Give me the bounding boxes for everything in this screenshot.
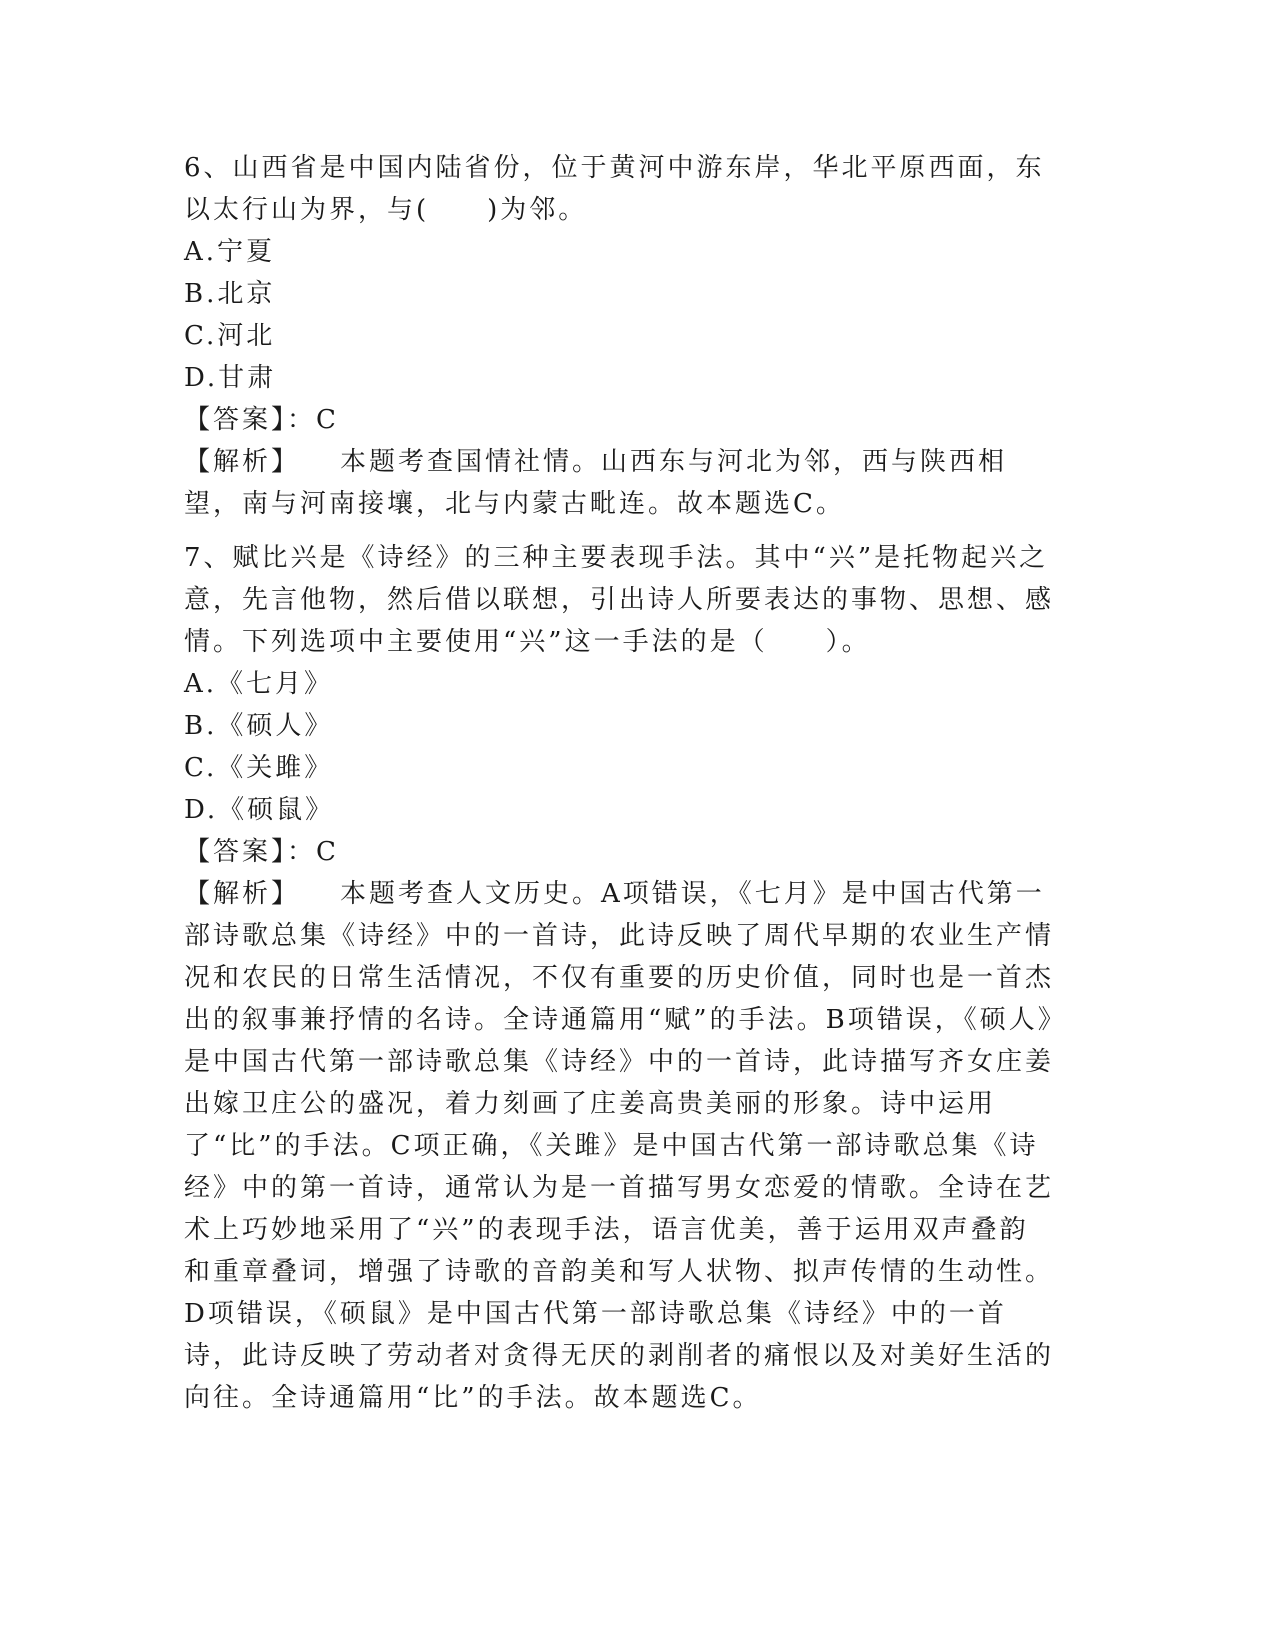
option-c: C.河北: [184, 321, 276, 351]
question-7: [184, 537, 1084, 1419]
analysis-text: 本题考查国情社情。山西东与河北为邻，西与陕西相望，南与河南接壤，北与内蒙古毗连。故本题选C。: [184, 447, 1008, 519]
option-d: D.甘肃: [184, 363, 277, 393]
analysis-line: [184, 873, 1054, 1419]
answer-label: 【答案】: [184, 405, 288, 435]
analysis-label: 【解析】: [184, 879, 301, 909]
option-b: B.《硕人》: [184, 711, 334, 741]
answer-value: ：C: [287, 405, 339, 435]
analysis-text: 本题考查人文历史。A项错误，《七月》是中国古代第一部诗歌总集《诗经》中的一首诗，此诗反映了周代早期的农业生产情况和农民的日常生活情况，不仅有重要的历史价值，同时也是一首杰出的叙事兼抒情的名诗。全诗通篇用“赋”的手法。B项错误，《硕人》是中国古代第一部诗歌总集《诗经》中的一首诗，此诗描写齐女庄姜出嫁卫庄公的盛况，着力刻画了庄姜高贵美丽的形象。诗中运用了“比”的手法。C项正确，《关雎》是中国古代第一部诗歌总集《诗经》中的第一首诗，通常认为是一首描写男女恋爱的情歌。全诗在艺术上巧妙地采用了“兴”的表现手法，语言优美，善于运用双声叠韵和重章叠词，增强了诗歌的音韵美和写人状物、拟声传情的生动性。D项错误，《硕鼠》是中国古代第一部诗歌总集《诗经》中的一首诗，此诗反映了劳动者对贪得无厌的剥削者的痛恨以及对美好生活的向往。全诗通篇用“比”的手法。故本题选C。: [184, 879, 1055, 1413]
option-c: C.《关雎》: [184, 753, 334, 783]
option-b: B.北京: [184, 279, 276, 309]
answer-line: [184, 831, 1084, 873]
question-stem: 7、赋比兴是《诗经》的三种主要表现手法。其中“兴”是托物起兴之意，先言他物，然后借以联想，引出诗人所要表达的事物、思想、感情。下列选项中主要使用“兴”这一手法的是（ ）。: [184, 543, 1055, 657]
answer-label: 【答案】: [184, 837, 288, 867]
document-page: [184, 147, 1084, 1419]
answer-value: ：C: [287, 837, 339, 867]
option-a: A.《七月》: [184, 669, 334, 699]
option-d: D.《硕鼠》: [184, 795, 335, 825]
answer-line: [184, 399, 1084, 441]
analysis-line: [184, 441, 1054, 525]
analysis-label: 【解析】: [184, 447, 301, 477]
question-6: [184, 147, 1084, 525]
question-stem: 6、山西省是中国内陆省份，位于黄河中游东岸，华北平原西面，东以太行山为界，与( )为邻。: [184, 153, 1045, 225]
option-a: A.宁夏: [184, 237, 276, 267]
